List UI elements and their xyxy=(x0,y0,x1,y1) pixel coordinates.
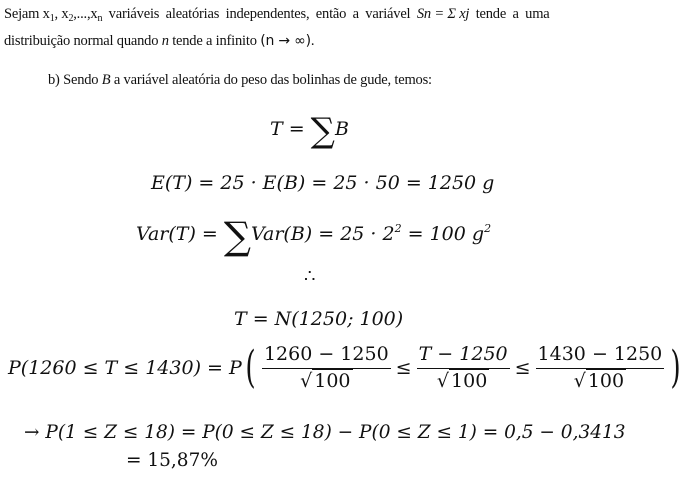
eq-lhs: T = xyxy=(270,118,311,140)
variable-b: B xyxy=(101,72,111,88)
sqrt-symbol: √ xyxy=(436,369,450,392)
intro-line-2 xyxy=(4,33,314,50)
intro-line-1 xyxy=(4,6,664,23)
eq-lhs: Var(T) = xyxy=(136,223,224,245)
part-b-text: b) Sendo xyxy=(48,72,102,88)
subscript-n: n xyxy=(97,13,103,24)
part-b-heading xyxy=(48,72,432,89)
intro-text: tende a uma xyxy=(469,6,550,22)
fraction-denominator: 100 xyxy=(314,369,351,392)
fraction-2 xyxy=(417,344,510,392)
exponent: 2 xyxy=(394,222,402,235)
final-result: = 15,87% xyxy=(126,450,218,471)
result-text: → P(1 ≤ Z ≤ 18) = P(0 ≤ Z ≤ 18) − P(0 ≤ Z ≤ 1) = 0,5 − 0,3413 xyxy=(24,422,626,443)
expectation-text: E(T) = 25 · E(B) = 25 · 50 = 1250 g xyxy=(151,172,495,194)
intro-text: tende a infinito xyxy=(168,33,261,49)
intro-text: , x xyxy=(54,6,69,22)
subscript-1: 1 xyxy=(49,13,55,24)
fraction-denominator: 100 xyxy=(587,369,625,392)
part-b-text: a variável aleatória do peso das bolinhas de gude, temos: xyxy=(110,72,432,88)
therefore-symbol xyxy=(304,266,315,287)
open-paren: ( xyxy=(245,341,256,393)
equation-final xyxy=(126,450,218,471)
eq-rhs: B xyxy=(334,118,349,140)
close-paren: ) xyxy=(670,341,682,393)
intro-text: ,...,x xyxy=(73,6,98,22)
sn-expression: Sn = Σ xj xyxy=(416,6,470,22)
equation-result xyxy=(24,422,626,443)
n-variable: n xyxy=(161,33,169,49)
limit-expression: (n → ∞) xyxy=(260,33,311,49)
therefore-glyph: ∴ xyxy=(304,266,316,287)
equation-variance xyxy=(136,214,492,258)
intro-text: Sejam x xyxy=(4,6,50,22)
subscript-2: 2 xyxy=(68,13,74,24)
fraction-numerator: T − 1250 xyxy=(417,344,510,369)
fraction-denominator: 100 xyxy=(451,369,488,392)
sqrt-symbol: √ xyxy=(573,369,586,392)
intro-text: distribuição normal quando xyxy=(4,33,162,49)
sqrt-symbol: √ xyxy=(300,369,313,392)
leq-symbol: ≤ xyxy=(514,356,531,379)
variance-text: = 100 g xyxy=(401,223,485,245)
fraction-numerator: 1430 − 1250 xyxy=(536,344,665,369)
equation-probability xyxy=(8,341,684,393)
equation-normal xyxy=(234,308,403,330)
sigma-symbol: ∑ xyxy=(223,214,252,258)
fraction-3 xyxy=(536,344,665,392)
sigma-symbol: ∑ xyxy=(310,111,335,151)
leq-symbol: ≤ xyxy=(395,356,412,379)
prob-lhs: P(1260 ≤ T ≤ 1430) = P xyxy=(8,356,242,379)
normal-text: T = N(1250; 100) xyxy=(234,308,404,330)
exponent: 2 xyxy=(484,222,492,235)
equation-expectation xyxy=(151,172,494,194)
fraction-numerator: 1260 − 1250 xyxy=(262,344,391,369)
intro-text: variáveis aleatórias independentes, então a variável xyxy=(102,6,417,22)
intro-text: . xyxy=(310,33,315,49)
variance-text: Var(B) = 25 · 2 xyxy=(251,223,395,245)
fraction-1 xyxy=(262,344,391,392)
equation-t-sum xyxy=(270,111,349,151)
